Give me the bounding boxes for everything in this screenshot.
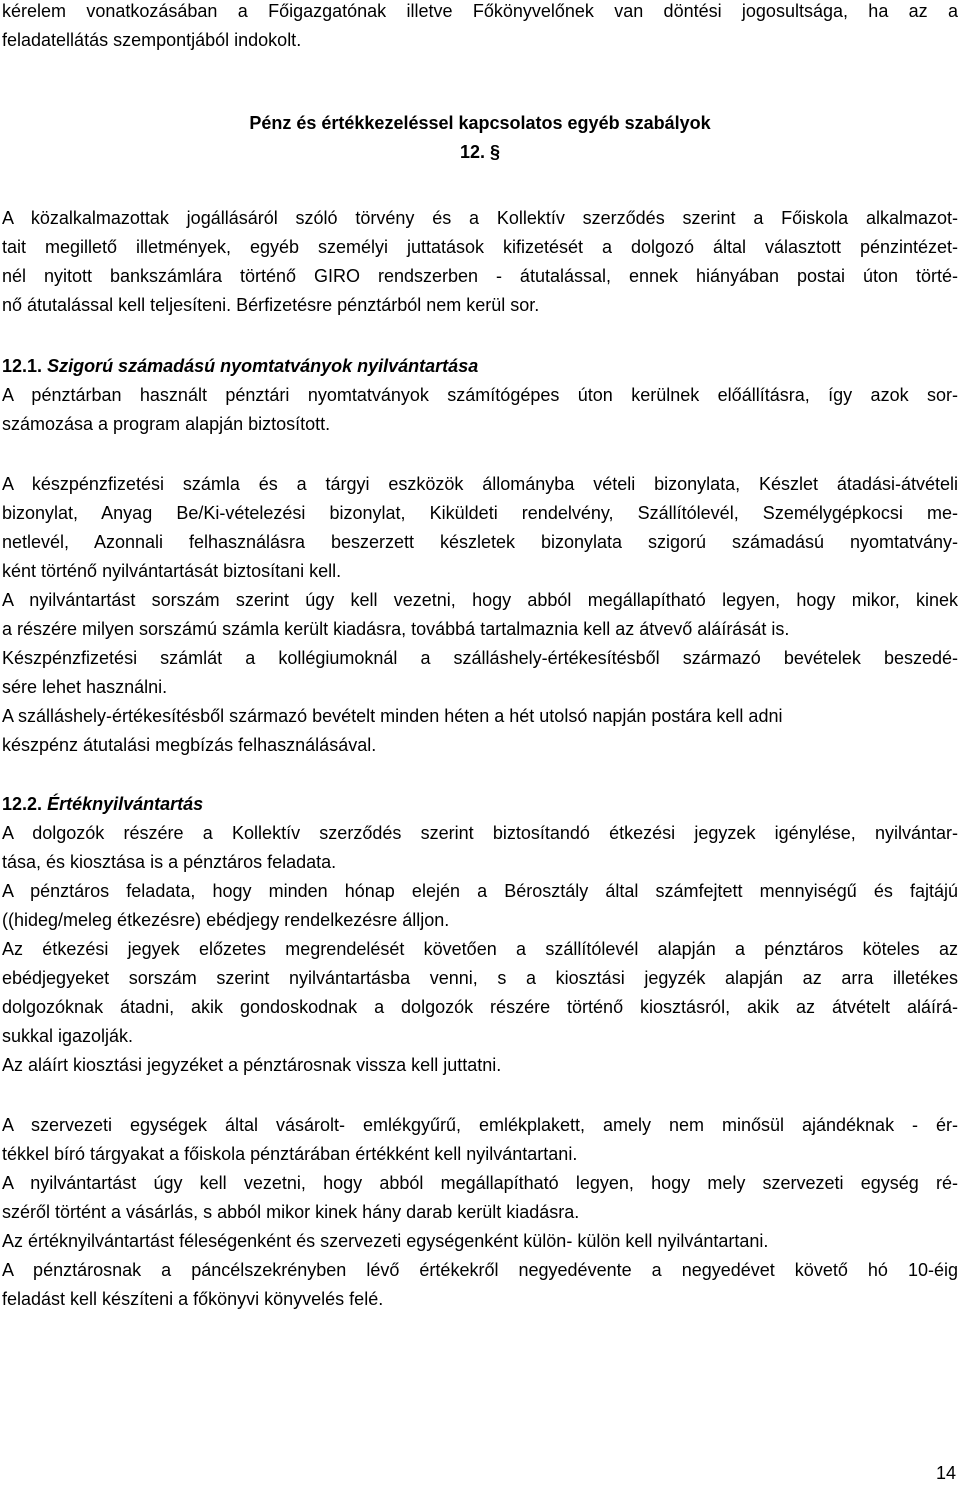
subsection-heading-12-1	[2, 352, 958, 381]
forms-paragraph	[2, 381, 958, 439]
text-line: A készpénzfizetési számla és a tárgyi eszközök állományba vételi bizonylata, Készlet átadási-átvételi	[2, 474, 958, 494]
section-number: 12. §	[459, 142, 501, 162]
text-line: Készpénzfizetési számlát a kollégiumoknál a szálláshely-értékesítésből származó bevételek beszedé-	[2, 648, 958, 668]
intro-paragraph	[2, 0, 958, 55]
text-line: A nyilvántartást úgy kell vezetni, hogy abból megállapítható legyen, hogy mely szervezeti egység ré-	[2, 1173, 958, 1193]
subsection-title: Értéknyilvántartás	[47, 794, 204, 814]
subsection-heading-12-2	[2, 790, 958, 819]
text-line: készpénz átutalási megbízás felhasználásával.	[2, 735, 377, 755]
text-line: Az étkezési jegyek előzetes megrendelését követően a szállítólevél alapján a pénztáros köteles az	[2, 939, 958, 959]
page-number: 14	[935, 1463, 956, 1483]
meal-ticket-paragraph	[2, 819, 958, 1080]
text-line: széről történt a vásárlás, s abból mikor kinek hány darab került kiadásra.	[2, 1202, 580, 1222]
text-line: dolgozóknak átadni, akik gondoskodnak a dolgozók részére történő kiosztásról, akik az átvételt aláírá-	[2, 997, 958, 1017]
text-line: ((hideg/meleg étkezésre) ebédjegy rendelkezésre álljon.	[2, 910, 450, 930]
text-line: A dolgozók részére a Kollektív szerződés szerint biztosítandó étkezési jegyzek igénylése, nyilvántar-	[2, 823, 958, 843]
text-line: Az aláírt kiosztási jegyzéket a pénztárosnak vissza kell juttatni.	[2, 1055, 502, 1075]
text-line: nél nyitott bankszámlára történő GIRO rendszerben - átutalással, ennek hiányában postai úton törté-	[2, 266, 958, 286]
text-line: a részére milyen sorszámú számla került kiadásra, továbbá tartalmaznia kell az átvevő aláírását is.	[2, 619, 790, 639]
text-line: A pénztáros feladata, hogy minden hónap elején a Bérosztály által számfejtett mennyiségű és fajtájú	[2, 881, 958, 901]
text-line: tékkel bíró tárgyakat a főiskola pénztárában értékként kell nyilvántartani.	[2, 1144, 578, 1164]
text-line: bizonylat, Anyag Be/Ki-vételezési bizonylat, Kiküldeti rendelvény, Szállítólevél, Személygépkocsi me-	[2, 503, 958, 523]
subsection-number: 12.2.	[2, 794, 43, 814]
text-line: A pénztárosnak a páncélszekrényben lévő értékekről negyedévente a negyedévet követő hó 10-éig	[2, 1260, 958, 1280]
text-line: tait megillető illetmények, egyéb személyi juttatások kifizetését a dolgozó által választott pénzintézet-	[2, 237, 958, 257]
text-line: feladatellátás szempontjából indokolt.	[2, 30, 302, 50]
text-line: A szervezeti egységek által vásárolt- emlékgyűrű, emlékplakett, amely nem minősül ajándéknak - ér-	[2, 1115, 958, 1135]
text-line: A nyilvántartást sorszám szerint úgy kell vezetni, hogy abból megállapítható legyen, hogy mikor, kinek	[2, 590, 958, 610]
subsection-title: Szigorú számadású nyomtatványok nyilvántartása	[47, 356, 479, 376]
text-line: Az értéknyilvántartást féleségenként és szervezeti egységenként külön- külön kell nyilvántartani.	[2, 1231, 769, 1251]
text-line: sukkal igazolják.	[2, 1026, 134, 1046]
text-line: A szálláshely-értékesítésből származó bevételt minden héten a hét utolsó napján postára kell adni	[2, 706, 783, 726]
salary-paragraph	[2, 204, 958, 320]
text-line: sére lehet használni.	[2, 677, 168, 697]
text-line: nő átutalással kell teljesíteni. Bérfizetésre pénztárból nem kerül sor.	[2, 295, 540, 315]
section-title: Pénz és értékkezeléssel kapcsolatos egyéb szabályok	[249, 113, 711, 133]
text-line: kérelem vonatkozásában a Főigazgatónak illetve Főkönyvelőnek van döntési jogosultsága, ha az a	[2, 1, 958, 21]
text-line: tása, és kiosztása is a pénztáros feladata.	[2, 852, 337, 872]
text-line: ként történő nyilvántartását biztosítani kell.	[2, 561, 342, 581]
text-line: számozása a program alapján biztosított.	[2, 414, 331, 434]
text-line: ebédjegyeket sorszám szerint nyilvántartásba venni, s a kiosztási jegyzék alapján az arra illetékes	[2, 968, 958, 988]
text-line: A pénztárban használt pénztári nyomtatványok számítógépes úton kerülnek előállításra, így azok sor-	[2, 385, 958, 405]
text-line: feladást kell készíteni a főkönyvi könyvelés felé.	[2, 1289, 384, 1309]
section-heading	[2, 109, 958, 167]
valuables-paragraph	[2, 1111, 958, 1314]
subsection-number: 12.1.	[2, 356, 43, 376]
invoice-paragraph	[2, 470, 958, 760]
text-line: netlevél, Azonnali felhasználásra beszerzett készletek bizonylata szigorú számadású nyomtatvány-	[2, 532, 958, 552]
text-line: A közalkalmazottak jogállásáról szóló törvény és a Kollektív szerződés szerint a Főiskola alkalmazot-	[2, 208, 958, 228]
